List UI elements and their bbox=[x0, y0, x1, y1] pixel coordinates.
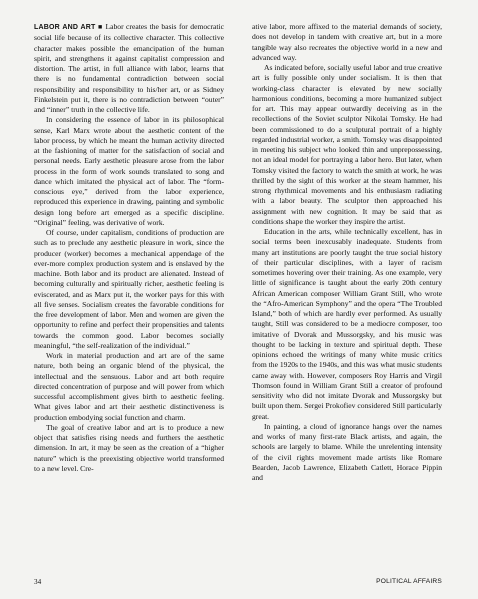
separator-square: ■ bbox=[98, 24, 103, 31]
paragraph: Of course, under capitalism, conditions of production are such as to preclude any aesthetic pleasure in work, since the producer (worker) becomes a mechanical appendage of the ever-more complex production system and is enslaved by the machine. Both labor and its product are alienated. Instead of becoming culturally and spiritually richer, aesthetic feeling is eviscerated, and as Marx put it, the worker pays for this with all five senses. Socialism creates the favorable conditions for the free development of labor. Men and women are given the opportunity to refine and perfect their propensities and talents towards the common good. Labor becomes socially meaningful, “the self-realization of the individual.” bbox=[34, 228, 224, 350]
paragraph: As indicated before, socially useful labor and true creative art is fully possible only under socialism. It is then that working-class character is elevated by new socially harmonious conditions, becoming a more humanized subject for art. This may appear outwardly deceiving as in the recollections of the Soviet sculptor Nikolai Tomsky. He had been commissioned to do a sculptural portrait of a highly regarded industrial worker, a smith. Tomsky was disappointed in meeting his subject who looked thin and unprepossessing, not an ideal model for portraying a labor hero. But later, when Tomsky visited the factory to watch the smith at work, he was thrilled by the sight of this worker at the steam hammer, his strong rhythmical movements and his enthusiasm radiating with a labor beauty. The sculptor then approached his assignment with new cognition. It may be said that as conditions shape the worker they inspire the artist. bbox=[252, 63, 442, 226]
continued-paragraph: ative labor, more affixed to the material demands of society, does not develop in tandem with creative art, but in a more tangible way also recreates the objective world in a new and advanced way. bbox=[252, 22, 442, 62]
paragraph: Work in material production and art are of the same nature, both being an organic blend of the physical, the intellectual and the sensuous. Labor and art both require directed concentration of purpose and will power from which successful accomplishment gives birth to aesthetic feeling. What gives labor and art their aesthetic distinctiveness is production embodying social function and charm. bbox=[34, 351, 224, 422]
lead-paragraph bbox=[34, 22, 224, 115]
section-heading: LABOR AND ART bbox=[34, 24, 96, 31]
left-column bbox=[34, 22, 224, 474]
paragraph: In painting, a cloud of ignorance hangs over the names and works of many first-rate Black artists, and again, the schools are largely to blame. While the unrelenting intensity of the civil rights movement made artists like Romare Bearden, Jacob Lawrence, Elizabeth Catlett, Horace Pippin and bbox=[252, 421, 442, 482]
page-number: 34 bbox=[34, 578, 42, 586]
right-column bbox=[252, 22, 442, 483]
publication-name: POLITICAL AFFAIRS bbox=[376, 578, 442, 585]
paragraph: The goal of creative labor and art is to produce a new object that satisfies rising needs and furthers the aesthetic dimension. In art, it may be seen as the creation of a “higher nature” which is the preexisting objective world transformed to a new level. Cre- bbox=[34, 422, 224, 473]
paragraph: In considering the essence of labor in its philosophical sense, Karl Marx wrote about the aesthetic content of the labor process, by which he meant the human activity directed at the fashioning of matter for the satisfaction of social and personal needs. Early aesthetic pleasure arose from the labor process in the form of work sounds translated to song and dance which imitated the physical act of labor. The “form-conscious eye,” derived from the labor experience, reproduced this experience in drawing, painting and symbolic design long before art emerged as a specific discipline. “Original” feeling, was derivative of work. bbox=[34, 115, 224, 227]
paragraph: Education in the arts, while technically excellent, has in social terms been inexcusably inadequate. Students from many art institutions are poorly taught the true social history of their particular disciplines, with a layer of racism sometimes hovering over their training. As one example, very little of significance is taught about the early 20th century African American composer William Grant Still, who wrote the “Afro-American Symphony” and the opera “The Troubled Island,” both of which are hardly ever performed. As usually taught, Still was considered to be a mediocre composer, too imitative of Dvorak and Mussorgsky, and his music was thought to be lacking in texture and spiritual depth. These opinions echoed the writings of many white music critics from the 1920s to the 1940s, and this was what music students came away with. However, composers Roy Harris and Virgil Thomson found in William Grant Still a creator of profound sensitivity who did not imitate Dvorak and Mussorgsky but built upon them. Sergei Prokofiev considered Still particularly great. bbox=[252, 227, 442, 421]
paragraph-text: Labor creates the basis for democratic social life because of its collective character. This collective character makes possible the emancipation of the human spirit, and strengthens it against capitalist compression and distortion. The artist, in full alliance with labor, learns that there is no fundamental contradiction between social responsibility and responsibility to his/her art, or as Sidney Finkelstein put it, there is no contradiction between “outer” and “inner” truth in the collective life. bbox=[34, 22, 225, 114]
